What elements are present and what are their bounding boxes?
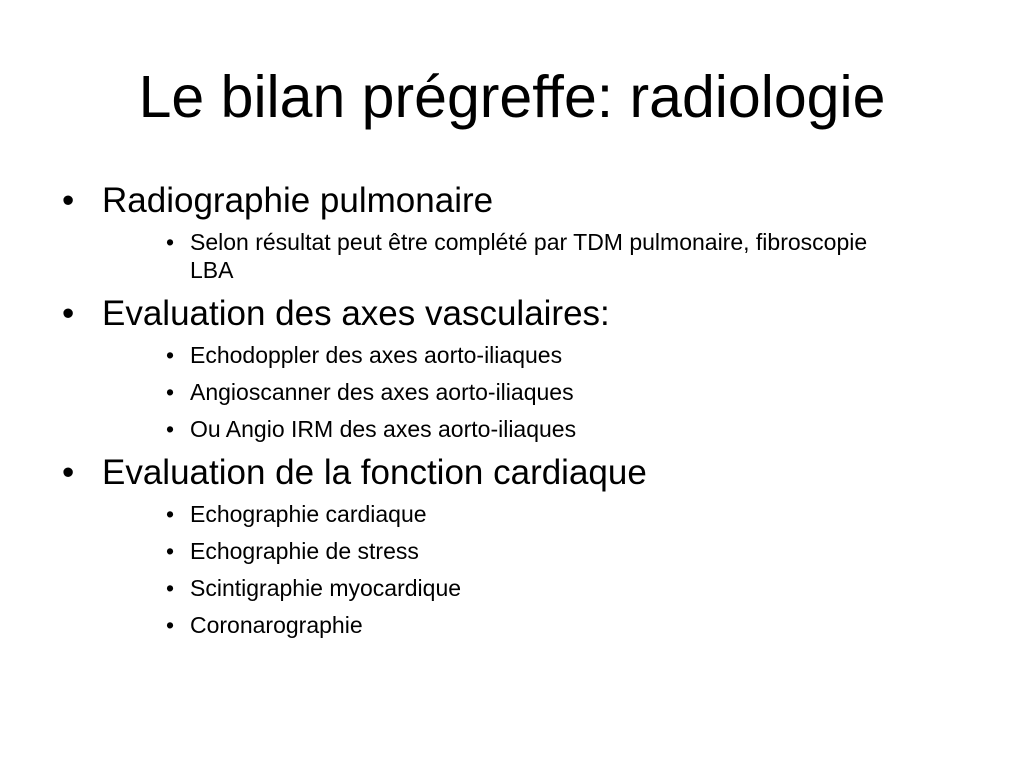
bullet-icon: • xyxy=(62,294,75,333)
sub-bullet-label: Echographie de stress xyxy=(190,538,419,564)
bullet-item-label: Evaluation des axes vasculaires: xyxy=(102,294,610,333)
sub-bullet-item xyxy=(166,611,890,639)
sub-bullet-list xyxy=(62,228,962,284)
sub-bullet-label: Scintigraphie myocardique xyxy=(190,575,462,601)
sub-bullet-label: Coronarographie xyxy=(190,612,363,638)
sub-bullet-item xyxy=(166,500,890,528)
bullet-icon: • xyxy=(166,612,175,638)
sub-bullet-label: Echodoppler des axes aorto-iliaques xyxy=(190,342,563,368)
sub-bullet-item xyxy=(166,415,890,443)
bullet-group xyxy=(62,180,962,284)
bullet-item xyxy=(62,452,962,494)
bullet-icon: • xyxy=(166,379,175,405)
bullet-icon: • xyxy=(62,181,75,220)
bullet-icon: • xyxy=(166,229,175,255)
sub-bullet-label: Angioscanner des axes aorto-iliaques xyxy=(190,379,574,405)
bullet-icon: • xyxy=(166,342,175,368)
sub-bullet-label: Echographie cardiaque xyxy=(190,501,427,527)
bullet-item xyxy=(62,293,962,335)
sub-bullet-label: Selon résultat peut être complété par TDM pulmonaire, fibroscopie LBA xyxy=(190,229,868,283)
bullet-item xyxy=(62,180,962,222)
sub-bullet-item xyxy=(166,228,890,284)
bullet-group xyxy=(62,452,962,639)
bullet-item-label: Evaluation de la fonction cardiaque xyxy=(102,453,647,492)
sub-bullet-item xyxy=(166,537,890,565)
sub-bullet-item xyxy=(166,378,890,406)
bullet-icon: • xyxy=(166,416,175,442)
bullet-icon: • xyxy=(62,453,75,492)
sub-bullet-list xyxy=(62,500,962,639)
bullet-group xyxy=(62,293,962,443)
bullet-list xyxy=(62,180,962,648)
bullet-icon: • xyxy=(166,575,175,601)
bullet-item-label: Radiographie pulmonaire xyxy=(102,181,494,220)
sub-bullet-label: Ou Angio IRM des axes aorto-iliaques xyxy=(190,416,577,442)
sub-bullet-item xyxy=(166,341,890,369)
sub-bullet-item xyxy=(166,574,890,602)
bullet-icon: • xyxy=(166,538,175,564)
bullet-icon: • xyxy=(166,501,175,527)
sub-bullet-list xyxy=(62,341,962,443)
slide-title: Le bilan prégreffe: radiologie xyxy=(138,64,886,130)
